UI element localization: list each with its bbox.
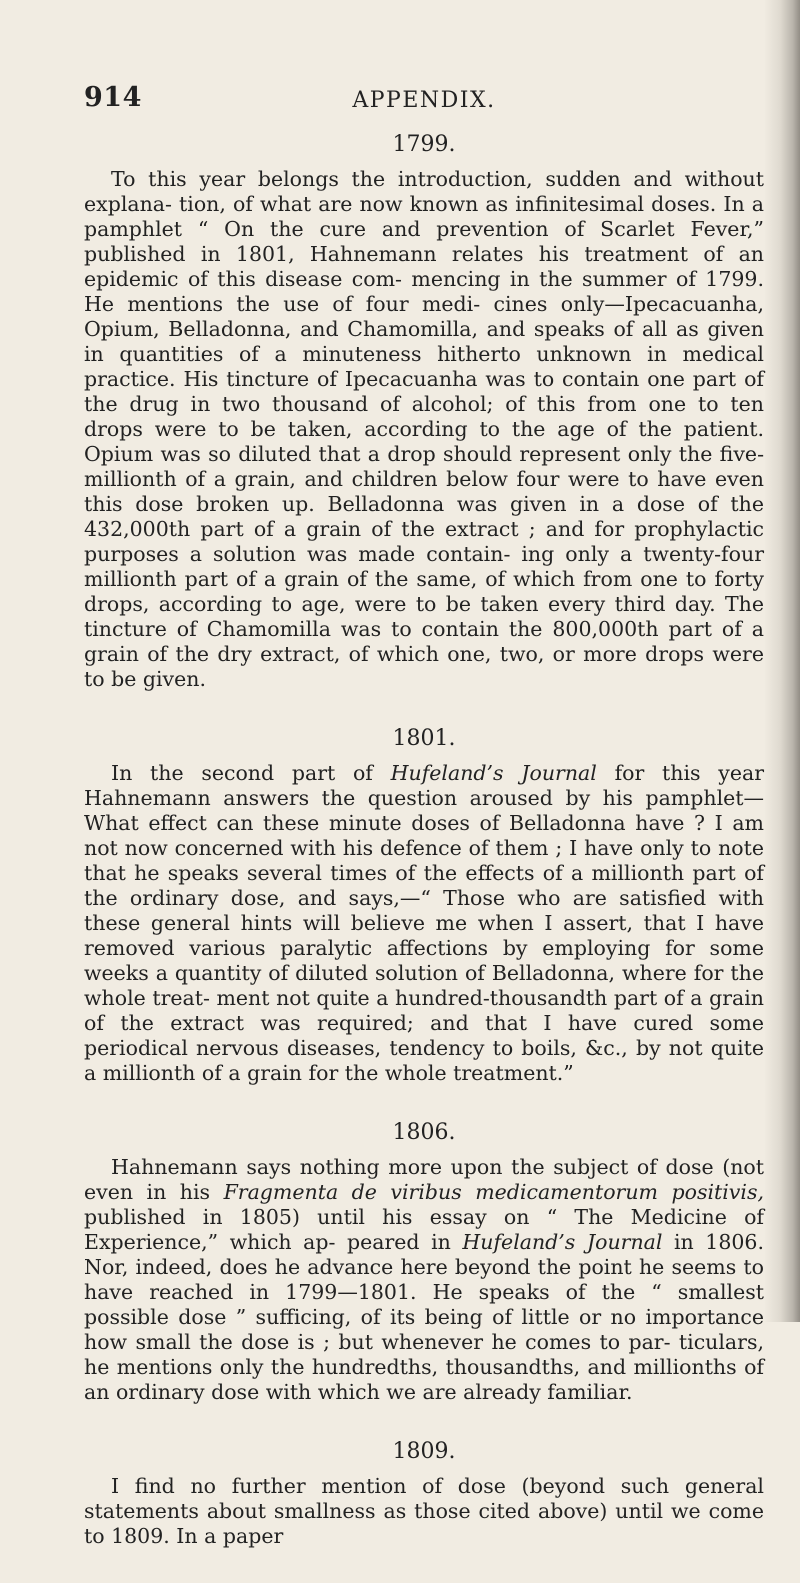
- page-edge-shadow: [764, 0, 800, 1322]
- text-run: published in 1805) until his essay on “ The Medicine of Experience,” which ap- peared in: [84, 1205, 764, 1254]
- page-content: [84, 82, 764, 1583]
- italic-work-title: Fragmenta de viribus medicamentorum positivis,: [223, 1180, 764, 1204]
- paragraph-1809: I find no further mention of dose (beyond such general statements about smallness as those cited above) until we come to 1809. In a paper: [84, 1474, 764, 1548]
- section-1799: [84, 132, 764, 692]
- section-1801: [84, 726, 764, 1086]
- paragraph-1801: [84, 761, 764, 1086]
- section-year-1806: 1806.: [392, 1120, 456, 1145]
- page-number: 914: [84, 82, 142, 113]
- italic-journal-title: Hufeland’s Journal: [462, 1230, 663, 1254]
- paragraph-1806: [84, 1155, 764, 1405]
- section-year-1801: 1801.: [392, 726, 456, 751]
- text-run: in 1806. Nor, indeed, does he advance here beyond the point he seems to have reached in 1799—1801. He speaks of the “ smallest possible dose ” sufficing, of its being of little or no importance how small the dose is ; but whenever he comes to par- ticulars, he mentions only the hundredths, thousandths, and millionths of an ordinary dose with which we are already familiar.: [84, 1230, 764, 1404]
- paragraph-1799: To this year belongs the introduction, sudden and without explana- tion, of what are now known as infinitesimal doses. In a pamphlet “ On the cure and prevention of Scarlet Fever,” published in 1801, Hahnemann relates his treatment of an epidemic of this disease com- mencing in the summer of 1799. He mentions the use of four medi- cines only—Ipecacuanha, Opium, Belladonna, and Chamomilla, and speaks of all as given in quantities of a minuteness hitherto unknown in medical practice. His tincture of Ipecacuanha was to contain one part of the drug in two thousand of alcohol; of this from one to ten drops were to be taken, according to the age of the patient. Opium was so diluted that a drop should represent only the five-millionth of a grain, and children below four were to have even this dose broken up. Belladonna was given in a dose of the 432,000th part of a grain of the extract ; and for prophylactic purposes a solution was made contain- ing only a twenty-four millionth part of a grain of the same, of which from one to forty drops, according to age, were to be taken every third day. The tincture of Chamomilla was to contain the 800,000th part of a grain of the dry extract, of which one, two, or more drops were to be given.: [84, 167, 764, 691]
- section-year-1809: 1809.: [392, 1439, 456, 1464]
- section-1809: [84, 1439, 764, 1549]
- page-header: [84, 82, 764, 116]
- section-year-1799: 1799.: [392, 132, 456, 157]
- text-run: for this year Hahnemann answers the question aroused by his pamphlet—What effect can these minute doses of Belladonna have ? I am not now concerned with his defence of them ; I have only to note that he speaks several times of the effects of a millionth part of the ordinary dose, and says,—“ Those who are satisfied with these general hints will believe me when I assert, that I have removed various paralytic affections by employing for some weeks a quantity of diluted solution of Belladonna, where for the whole treat- ment not quite a hundred-thousandth part of a grain of the extract was required; and that I have cured some periodical nervous diseases, tendency to boils, &c., by not quite a millionth of a grain for the whole treatment.”: [84, 761, 764, 1085]
- text-run: In the second part of: [111, 761, 391, 785]
- section-1806: [84, 1120, 764, 1405]
- italic-journal-title: Hufeland’s Journal: [390, 761, 597, 785]
- text-run: Hahnemann says nothing more upon the subject of dose (not even in his: [84, 1155, 764, 1204]
- running-head: APPENDIX.: [352, 88, 496, 113]
